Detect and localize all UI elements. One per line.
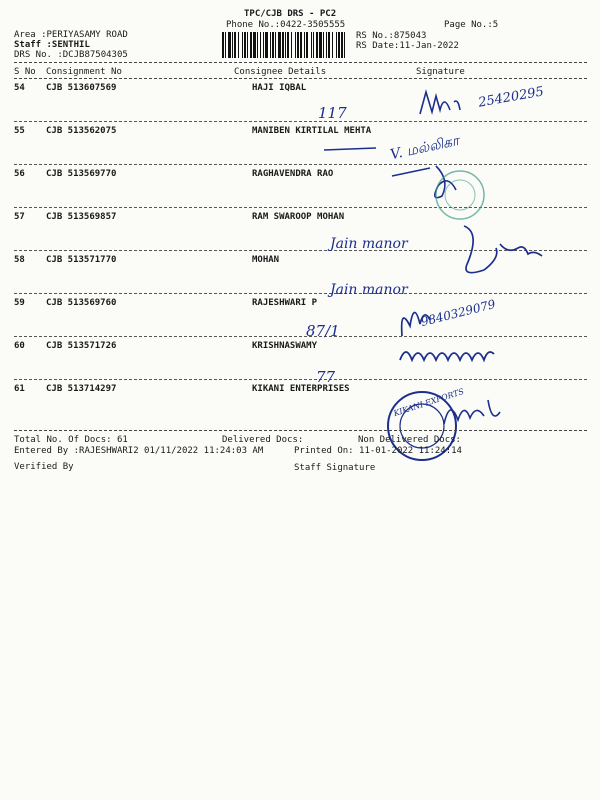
row-consignee: MANIBEN KIRTILAL MEHTA: [252, 126, 372, 136]
row-divider: [14, 293, 587, 294]
delivered-docs: Delivered Docs:: [222, 435, 304, 445]
report-title: TPC/CJB DRS - PC2: [244, 9, 337, 19]
handwritten-note: 117: [318, 104, 347, 122]
handwritten-signature: Jain manor: [330, 282, 408, 298]
col-sno: S No: [14, 67, 36, 77]
handwritten-note: 9840329079: [419, 296, 497, 330]
area-label: Area :PERIYASAMY ROAD: [14, 30, 128, 40]
handwritten-note: 25420295: [477, 84, 545, 111]
row-divider: [14, 379, 587, 380]
row-consignee: KIKANI ENTERPRISES: [252, 384, 350, 394]
signature: [440, 394, 510, 434]
row-consignment-no: CJB 513607569: [46, 83, 117, 93]
printed-on: Printed On: 11-01-2022 11:24:14: [294, 446, 462, 456]
drs-number: DRS No. :DCJB87504305: [14, 50, 128, 60]
handwritten-note: 77: [316, 368, 336, 386]
signature: [320, 134, 400, 164]
column-divider: [14, 78, 587, 79]
col-consignee: Consignee Details: [234, 67, 327, 77]
handwritten-note: 87/1: [306, 322, 340, 340]
row-consignee: MOHAN: [252, 255, 280, 265]
row-consignment-no: CJB 513562075: [46, 126, 117, 136]
row-sno: 57: [14, 212, 25, 222]
row-consignment-no: CJB 513571770: [46, 255, 117, 265]
row-consignee: RAJESHWARI P: [252, 298, 318, 308]
total-docs: Total No. Of Docs: 61: [14, 435, 128, 445]
handwritten-signature: V. மல்லிகா: [388, 132, 461, 164]
row-consignment-no: CJB 513571726: [46, 341, 117, 351]
stamp-text: KIKANI EXPORTS: [392, 386, 466, 419]
row-consignee: RAM SWAROOP MOHAN: [252, 212, 345, 222]
row-consignment-no: CJB 513714297: [46, 384, 117, 394]
staff-signature: Staff Signature: [294, 463, 376, 473]
row-sno: 54: [14, 83, 25, 93]
row-consignee: RAGHAVENDRA RAO: [252, 169, 334, 179]
row-sno: 58: [14, 255, 25, 265]
stamp-circle: [430, 165, 490, 225]
row-sno: 59: [14, 298, 25, 308]
rs-number: RS No.:875043: [356, 31, 427, 41]
row-sno: 55: [14, 126, 25, 136]
staff-label: Staff :SENTHIL: [14, 40, 90, 50]
col-signature: Signature: [416, 67, 465, 77]
row-divider: [14, 336, 587, 337]
col-consignment: Consignment No: [46, 67, 122, 77]
header-divider: [14, 62, 587, 63]
row-consignment-no: CJB 513569857: [46, 212, 117, 222]
non-delivered-docs: Non Delivered Docs:: [358, 435, 461, 445]
handwritten-signature: Jain manor: [330, 236, 408, 252]
page-number: Page No.:5: [444, 20, 499, 30]
row-sno: 60: [14, 341, 25, 351]
signature: [396, 338, 516, 372]
signature: [440, 222, 550, 292]
verified-by: Verified By: [14, 462, 74, 472]
footer-divider: [14, 430, 587, 431]
row-consignment-no: CJB 513569770: [46, 169, 117, 179]
row-consignee: HAJI IQBAL: [252, 83, 307, 93]
entered-by: Entered By :RAJESHWARI2 01/11/2022 11:24:03 AM: [14, 446, 264, 456]
phone-number: Phone No.:0422-3505555: [226, 20, 346, 30]
row-divider: [14, 207, 587, 208]
row-consignment-no: CJB 513569760: [46, 298, 117, 308]
row-divider: [14, 164, 587, 165]
row-consignee: KRISHNASWAMY: [252, 341, 318, 351]
row-sno: 61: [14, 384, 25, 394]
row-sno: 56: [14, 169, 25, 179]
rs-date: RS Date:11-Jan-2022: [356, 41, 459, 51]
barcode: [222, 32, 348, 58]
